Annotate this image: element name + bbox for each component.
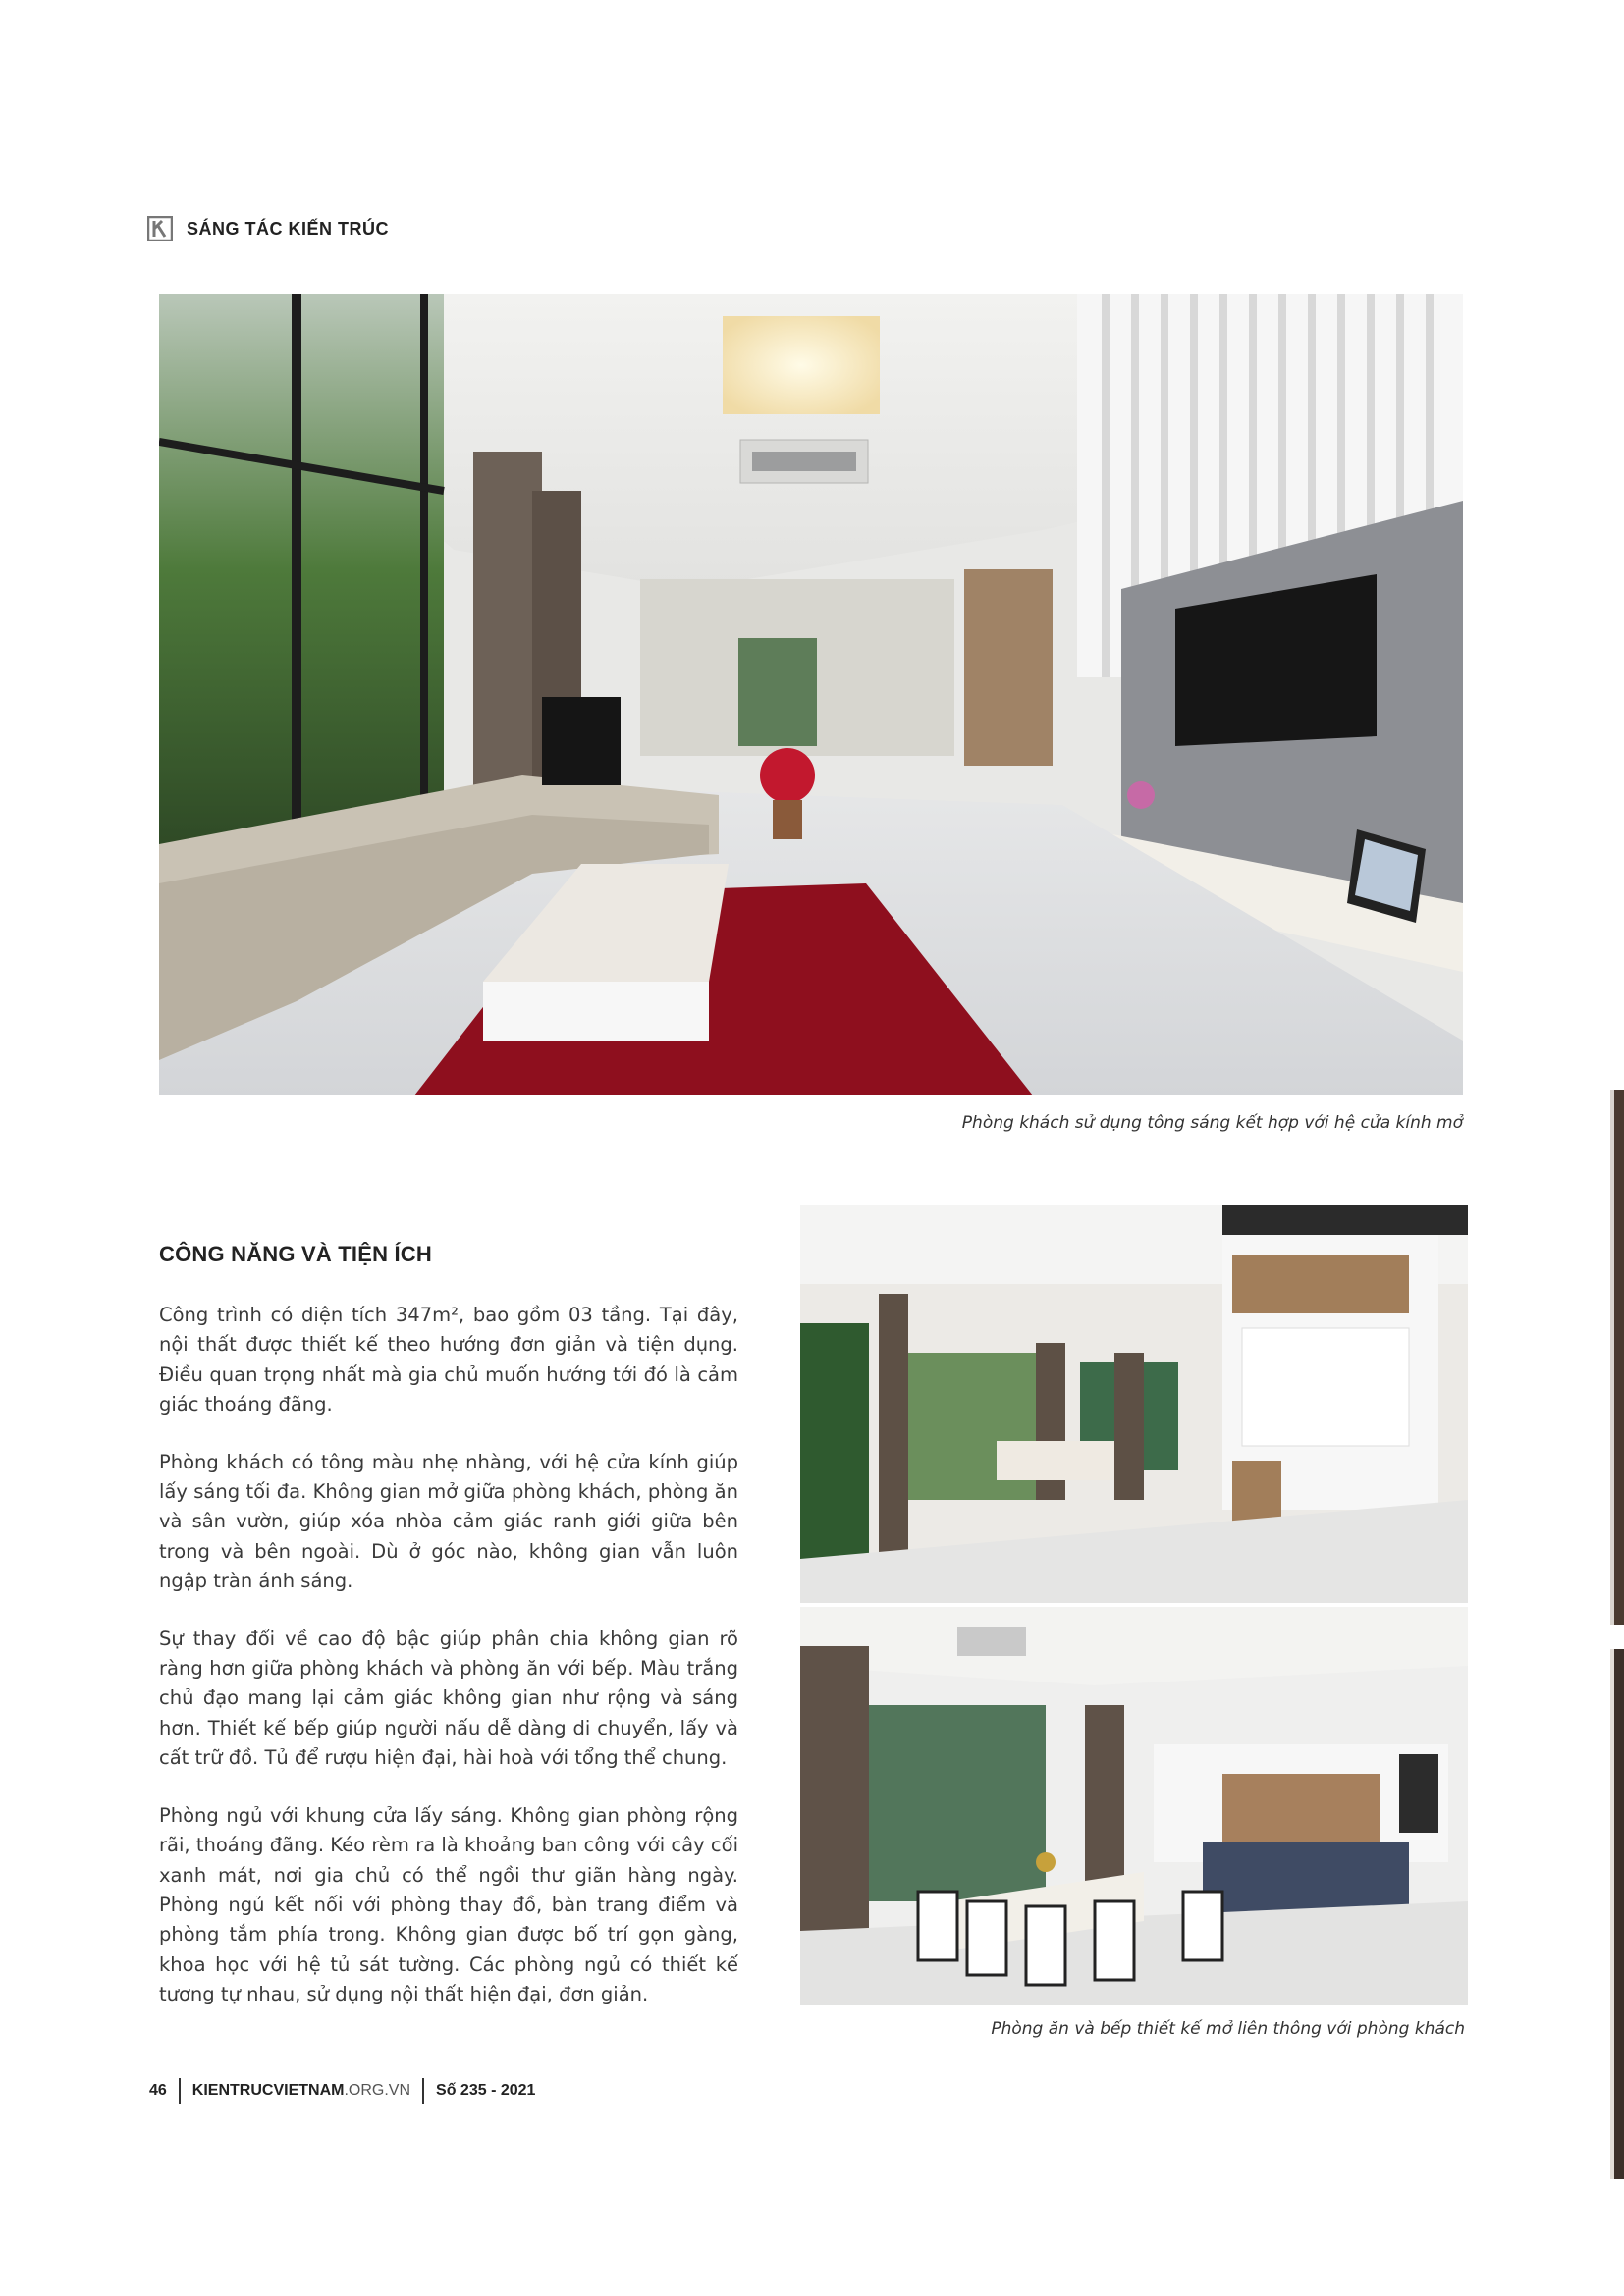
paragraph-bedroom: Phòng ngủ với khung cửa lấy sáng. Không gian phòng rộng rãi, thoáng đãng. Kéo rèm ra là khoảng ban công với cây cối xanh mát, nơi gia chủ có thể ngồi thư giãn hàng ngày. Phòng ngủ kết nối với phòng thay đồ, bàn trang điểm và phòng tắm phía trong. Không gian được bố trí gọn gàng, khoa học với hệ tủ sát tường. Các phòng ngủ có thiết kế tương tự nhau, sử dụng nội thất hiện đại, đơn giản. [159, 1803, 738, 2006]
footer-separator [179, 2078, 181, 2104]
page-number: 46 [149, 2082, 167, 2099]
page-edge-strip [1610, 1649, 1624, 2179]
living-room-caption: Phòng khách sử dụng tông sáng kết hợp với hệ cửa kính mở [961, 1113, 1463, 1133]
article-body [159, 1242, 738, 2038]
footer-site-bold: KIENTRUCVIETNAM [191, 2082, 345, 2099]
paragraph-area: Công trình có diện tích 347m², bao gồm 03 tầng. Tại đây, nội thất được thiết kế theo hướng đơn giản và tiện dụng. Điều quan trọng nhất mà gia chủ muốn hướng tới đó là cảm giác thoáng đãng. [159, 1304, 738, 1416]
paragraph-levels-kitchen: Sự thay đổi về cao độ bậc giúp phân chia không gian rõ ràng hơn giữa phòng khách và phòng ăn với bếp. Màu trắng chủ đạo mang lại cảm giác không gian như rộng và sáng hơn. Thiết kế bếp giúp người nấu dễ dàng di chuyển, lấy và cất trữ đồ. Tủ để rượu hiện đại, hài hoà với tổng thể chung. [159, 1627, 738, 1770]
section-title: CÔNG NĂNG VÀ TIỆN ÍCH [159, 1242, 432, 1266]
section-label: SÁNG TÁC KIẾN TRÚC [187, 218, 389, 239]
paragraph-living-room: Phòng khách có tông màu nhẹ nhàng, với hệ cửa kính giúp lấy sáng tối đa. Không gian mở giữa phòng khách, phòng ăn và sân vườn, giúp xóa nhòa cảm giác ranh giới giữa bên trong và bên ngoài. Dù ở góc nào, không gian vẫn luôn ngập tràn ánh sáng. [159, 1450, 738, 1593]
page-footer [149, 2078, 535, 2104]
dining-room-photo-top [800, 1205, 1468, 1603]
dining-room-photo-bottom [800, 1607, 1468, 2005]
kt-logo-icon [147, 216, 173, 241]
section-header [147, 216, 389, 241]
living-room-photo [159, 294, 1463, 1095]
footer-site-light: .ORG.VN [344, 2082, 411, 2099]
page-edge-strip [1610, 1090, 1624, 1625]
footer-separator [422, 2078, 424, 2104]
footer-issue: Số 235 - 2021 [436, 2082, 536, 2099]
dining-kitchen-caption: Phòng ăn và bếp thiết kế mở liên thông với phòng khách [991, 2019, 1465, 2039]
